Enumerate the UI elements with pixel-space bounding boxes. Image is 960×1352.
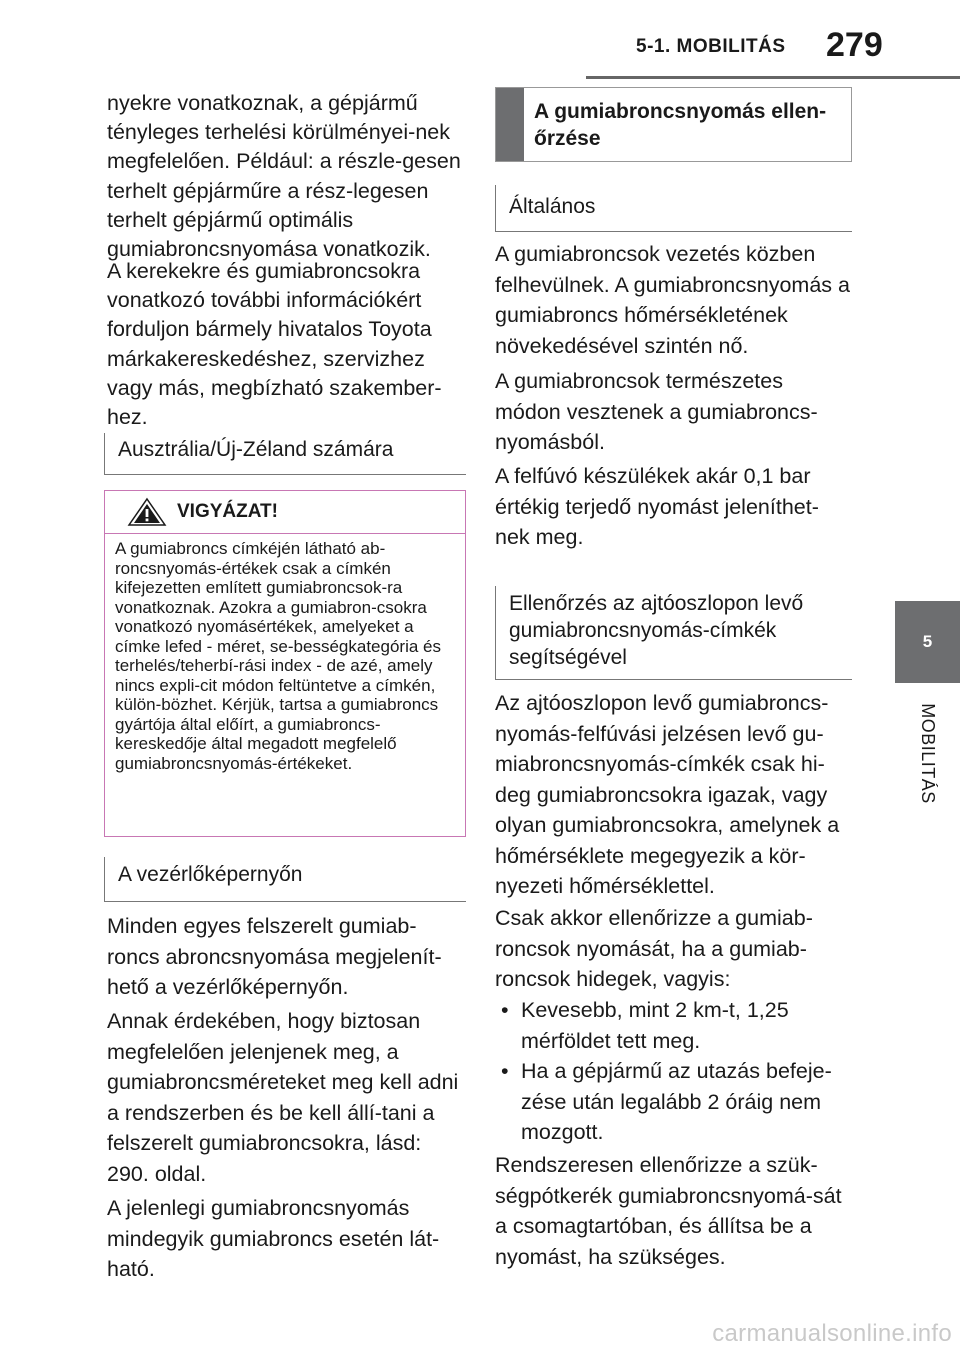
- section-title: 5-1. MOBILITÁS: [636, 36, 786, 57]
- chapter-label: [897, 688, 957, 818]
- left-paragraph-3: Minden egyes felszerelt gumiab-roncs abroncsnyomása megjelenít-hető a vezérlőképernyőn.: [107, 914, 442, 999]
- page-number: 279: [826, 26, 883, 64]
- subheading-general-text: Általános: [509, 195, 596, 218]
- section-heading: A gumiabroncsnyomás ellen-őrzése: [534, 100, 827, 151]
- condition-list: [495, 995, 851, 1148]
- warning-header: [105, 491, 465, 534]
- section-heading-box: [495, 87, 852, 162]
- right-paragraph-1: A gumiabroncsok vezetés közben felhevülnek. A gumiabroncsnyomás a gumiabroncs hőmérsékletének növekedésével szintén nő.: [495, 242, 850, 358]
- header-divider: [586, 76, 960, 79]
- chapter-label-text: MOBILITÁS: [917, 702, 938, 804]
- left-paragraph-5: A jelenlegi gumiabroncsnyomás mindegyik gumiabroncs esetén lát-ható.: [107, 1196, 440, 1281]
- watermark: carmanualsonline.info: [712, 1320, 952, 1347]
- list-item: • Ha a gépjármű az utazás befeje-zése után legalább 2 óráig nem mozgott.: [495, 1056, 851, 1148]
- left-paragraph-2: A kerekekre és gumiabroncsokra vonatkozó további információkért forduljon bármely hivatalos Toyota márkakereskedéshez, szervizhez vagy más, megbízható szakember-hez.: [107, 259, 442, 430]
- right-paragraph-6: Rendszeresen ellenőrizze a szük-ségpótkerék gumiabroncsnyomá-sát a csomagtartóban, és állítsa be a nyomást, ha szükséges.: [495, 1153, 842, 1269]
- subheading-australia-text: Ausztrália/Új-Zéland számára: [118, 438, 394, 461]
- subheading-australia: [104, 433, 466, 475]
- subheading-door-label-text: Ellenőrzés az ajtóoszlopon levő gumiabroncsnyomás-címkék segítségével: [509, 592, 804, 669]
- subheading-display: [104, 857, 466, 902]
- chapter-tab: 5: [895, 601, 960, 683]
- section-heading-bar: [496, 88, 524, 161]
- left-paragraph-1: nyekre vonatkoznak, a gépjármű tényleges terhelési körülményei-nek megfelelően. Például: a részle-gesen terhelt gépjárműre a rész-legesen terhelt gépjármű optimális gumiabroncsnyomása vonatkozik.: [107, 91, 461, 262]
- subheading-display-text: A vezérlőképernyőn: [118, 863, 303, 886]
- warning-title: VIGYÁZAT!: [177, 501, 278, 522]
- subheading-general: [495, 185, 852, 232]
- right-paragraph-4: Az ajtóoszlopon levő gumiabroncs-nyomás-felfúvási jelzésen levő gu-miabroncsnyomás-címkék csak hi-deg gumiabroncsokra igazak, vagy olyan gumiabroncsokra, amelynek a hőmérséklete megegyezik a kör-nyezeti hőmérséklettel.: [495, 691, 840, 898]
- left-paragraph-4: Annak érdekében, hogy biztosan megfelelően jelenjenek meg, a gumiabroncsméreteket meg kell adni a rendszerben és be kell állí-tani a felszerelt gumiabroncsokra, lásd: 290. oldal.: [107, 1009, 459, 1186]
- right-paragraph-2: A gumiabroncsok természetes módon vesztenek a gumiabroncs-nyomásból.: [495, 369, 818, 454]
- subheading-door-label: [495, 586, 852, 680]
- right-paragraph-5: Csak akkor ellenőrizze a gumiab-roncsok nyomását, ha a gumiab-roncsok hidegek, vagyis:: [495, 906, 813, 991]
- warning-text: A gumiabroncs címkéjén látható ab-roncsnyomás-értékek csak a címkén kifejezetten említett gumiabroncsok-ra vonatkoznak. Azokra a gumiabron-csokra vonatkozó nyomásértékek, amelyeket a címke lefed - méret, se-bességkategória és terhelés/teherbí-rási index - de azé, amely nincs expli-cit módon feltüntetve a címkén, külön-bözhet. Kérjük, tartsa a gumiabroncs gyártója által előírt, a gumiabroncs-kereskedője által megadott megfelelő gumiabroncsnyomás-értékeket.: [115, 539, 441, 773]
- warning-box: [104, 490, 466, 837]
- list-item: • Kevesebb, mint 2 km-t, 1,25 mérföldet tett meg.: [495, 995, 851, 1056]
- right-paragraph-3: A felfúvó készülékek akár 0,1 bar értékig terjedő nyomást jeleníthet-nek meg.: [495, 464, 819, 549]
- warning-triangle-icon: [127, 496, 167, 528]
